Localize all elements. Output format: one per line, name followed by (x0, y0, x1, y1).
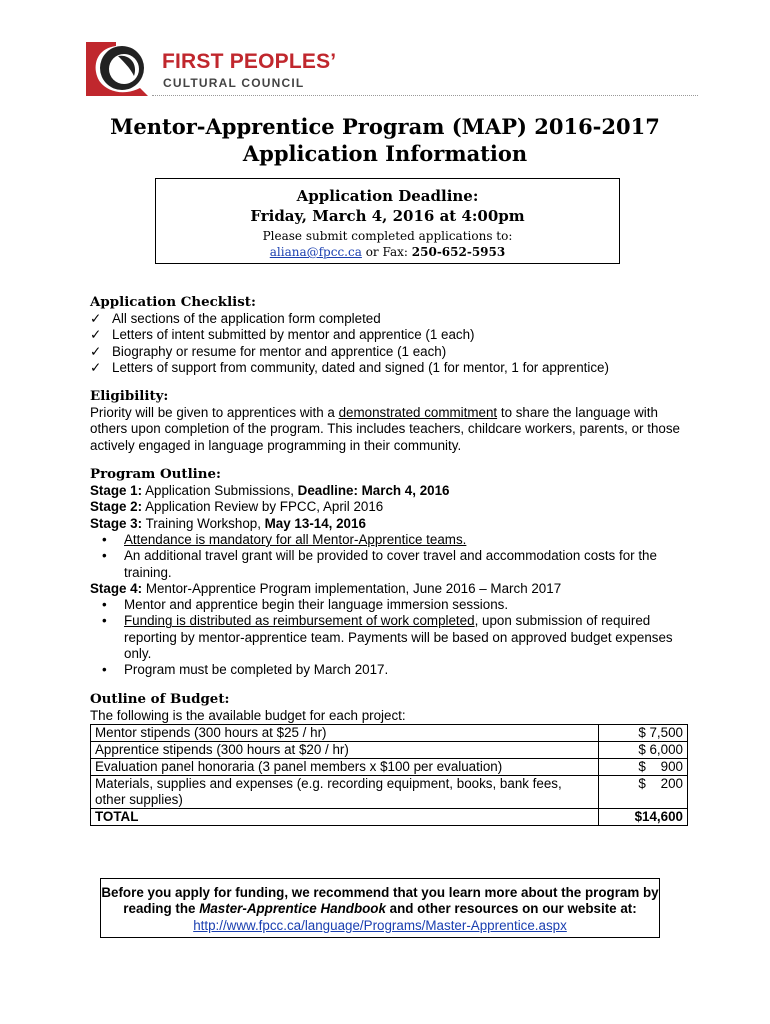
bullet-icon: • (102, 613, 107, 629)
org-name-line1: FIRST PEOPLES’ (162, 50, 337, 73)
table-row: Materials, supplies and expenses (e.g. recording equipment, books, bank fees, other supplies) $ 200 (91, 775, 688, 808)
deadline-heading: Application Deadline: (296, 187, 479, 205)
header-divider (152, 95, 698, 96)
stage-4: Stage 4: Mentor-Apprentice Program implementation, June 2016 – March 2017 (90, 580, 562, 596)
checklist-heading: Application Checklist: (90, 294, 256, 310)
email-link[interactable]: aliana@fpcc.ca (269, 245, 362, 259)
eligibility-text: Priority will be given to apprentices with a demonstrated commitment to share the language with others upon completion of the program. This includes teachers, childcare workers, parents, or those actively engaged in language programming in their community. (90, 405, 680, 453)
list-item: • Attendance is mandatory for all Mentor-Apprentice teams. (102, 531, 467, 547)
bullet-icon: • (102, 662, 107, 678)
list-item: • An additional travel grant will be provided to cover travel and accommodation costs for the training. (102, 548, 657, 580)
checkmark-icon: ✓ (90, 311, 102, 326)
checklist-item: ✓ Biography or resume for mentor and apprentice (1 each) (90, 343, 447, 359)
program-outline-heading: Program Outline: (90, 466, 221, 483)
website-link[interactable]: http://www.fpcc.ca/language/Programs/Master-Apprentice.aspx (193, 917, 567, 933)
deadline-date: Friday, March 4, 2016 at 4:00pm (250, 207, 525, 225)
deadline-instruction: Please submit completed applications to: (262, 229, 513, 243)
checkmark-icon: ✓ (90, 359, 102, 375)
checklist-item: ✓ Letters of support from community, dated and signed (1 for mentor, 1 for apprentice) (90, 359, 609, 375)
table-row: Apprentice stipends (300 hours at $20 / hr) $ 6,000 (91, 741, 688, 758)
list-item: • Funding is distributed as reimbursement of work completed, upon submission of required reporting by mentor-apprentice team. Payments will be based on approved budget expenses only. (102, 613, 673, 662)
main-content (90, 294, 690, 826)
org-name-line2: CULTURAL COUNCIL (163, 76, 305, 90)
stage-1: Stage 1: Application Submissions, Deadline: March 4, 2016 (90, 483, 450, 499)
list-item: • Program must be completed by March 2017. (102, 662, 389, 678)
table-row: Evaluation panel honoraria (3 panel members x $100 per evaluation) $ 900 (91, 758, 688, 775)
checkmark-icon: ✓ (90, 327, 102, 343)
fax-label: or Fax: (361, 245, 412, 259)
budget-intro: The following is the available budget for each project: (90, 707, 406, 723)
eligibility-section (90, 388, 690, 454)
bullet-icon: • (102, 548, 107, 564)
eligibility-heading: Eligibility: (90, 388, 169, 405)
handbook-title: Master-Apprentice Handbook (199, 901, 386, 917)
checklist-item: ✓ All sections of the application form completed (90, 311, 381, 326)
checklist-section (90, 294, 690, 376)
list-item: • Mentor and apprentice begin their language immersion sessions. (102, 597, 509, 613)
page-title (0, 113, 770, 167)
bullet-icon: • (102, 531, 107, 547)
total-row: TOTAL $14,600 (91, 808, 688, 825)
deadline-box (155, 178, 620, 264)
footer-note: Before you apply for funding, we recommend that you learn more about the program by reading the Master-Apprentice Handbook and other resources on our website at: http://www.fpcc.ca/language/Programs/Master-Apprentice.aspx (100, 878, 660, 938)
budget-heading: Outline of Budget: (90, 690, 230, 707)
table-row: Mentor stipends (300 hours at $25 / hr) $ 7,500 (91, 724, 688, 741)
fax-number: 250-652-5953 (411, 245, 506, 259)
title-line2: Application Information (242, 141, 528, 166)
budget-section (90, 691, 690, 826)
program-outline-section (90, 466, 690, 679)
checkmark-icon: ✓ (90, 343, 102, 359)
checklist-item: ✓ Letters of intent submitted by mentor and apprentice (1 each) (90, 327, 475, 343)
deadline-contact (156, 244, 619, 260)
bullet-icon: • (102, 597, 107, 613)
stage-2: Stage 2: Application Review by FPCC, April 2016 (90, 499, 384, 515)
title-line1: Mentor-Apprentice Program (MAP) 2016-2017 (110, 114, 660, 139)
stage-3: Stage 3: Training Workshop, May 13-14, 2016 (90, 515, 366, 531)
fpcc-logo-icon (82, 38, 152, 98)
budget-table (90, 724, 688, 826)
